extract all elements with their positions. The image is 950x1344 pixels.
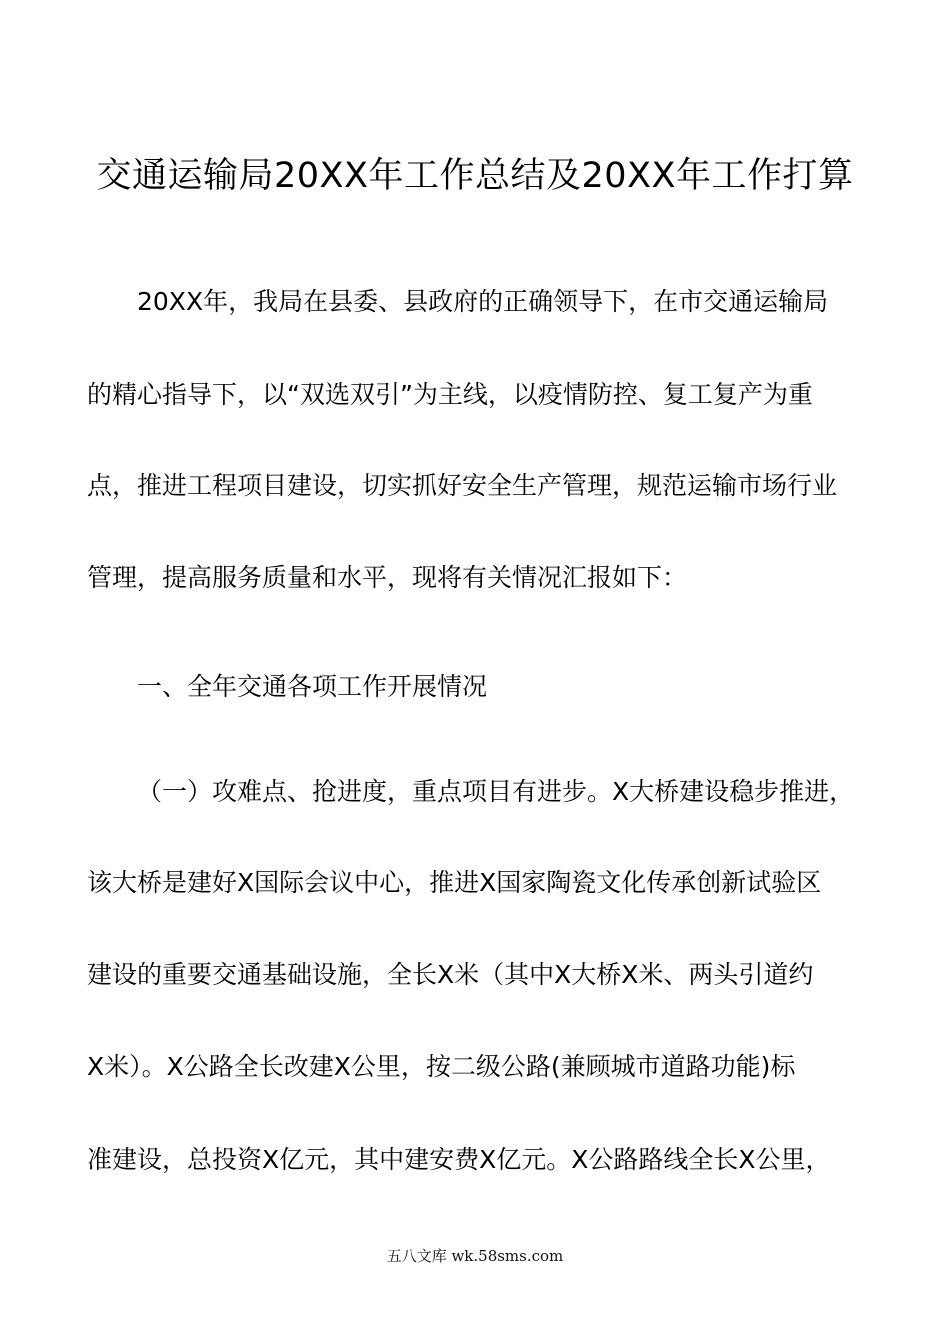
paragraph-line: （一）攻难点、抢进度，重点项目有进步。X大桥建设稳步推进， <box>137 777 855 806</box>
footer-watermark: 五八文库 wk.58sms.com <box>386 1247 564 1265</box>
paragraph-line: X米）。X公路全长改建X公里，按二级公路(兼顾城市道路功能)标 <box>87 1052 796 1081</box>
paragraph-line: 管理，提高服务质量和水平，现将有关情况汇报如下： <box>87 563 688 592</box>
paragraph-line: 的精心指导下，以“双选双引”为主线，以疫情防控、复工复产为重 <box>87 380 813 409</box>
document-title: 交通运输局20XX年工作总结及20XX年工作打算 <box>96 156 854 196</box>
paragraph-line: 准建设，总投资X亿元，其中建安费X亿元。X公路路线全长X公里， <box>87 1145 831 1174</box>
section-heading: 一、全年交通各项工作开展情况 <box>137 672 488 701</box>
paragraph-line: 点，推进工程项目建设，切实抓好安全生产管理，规范运输市场行业 <box>87 471 838 500</box>
paragraph-line: 建设的重要交通基础设施，全长X米（其中X大桥X米、两头引道约 <box>87 960 814 989</box>
paragraph-line: 20XX年，我局在县委、县政府的正确领导下，在市交通运输局 <box>137 287 829 316</box>
paragraph-line: 该大桥是建好X国际会议中心，推进X国家陶瓷文化传承创新试验区 <box>87 868 822 897</box>
